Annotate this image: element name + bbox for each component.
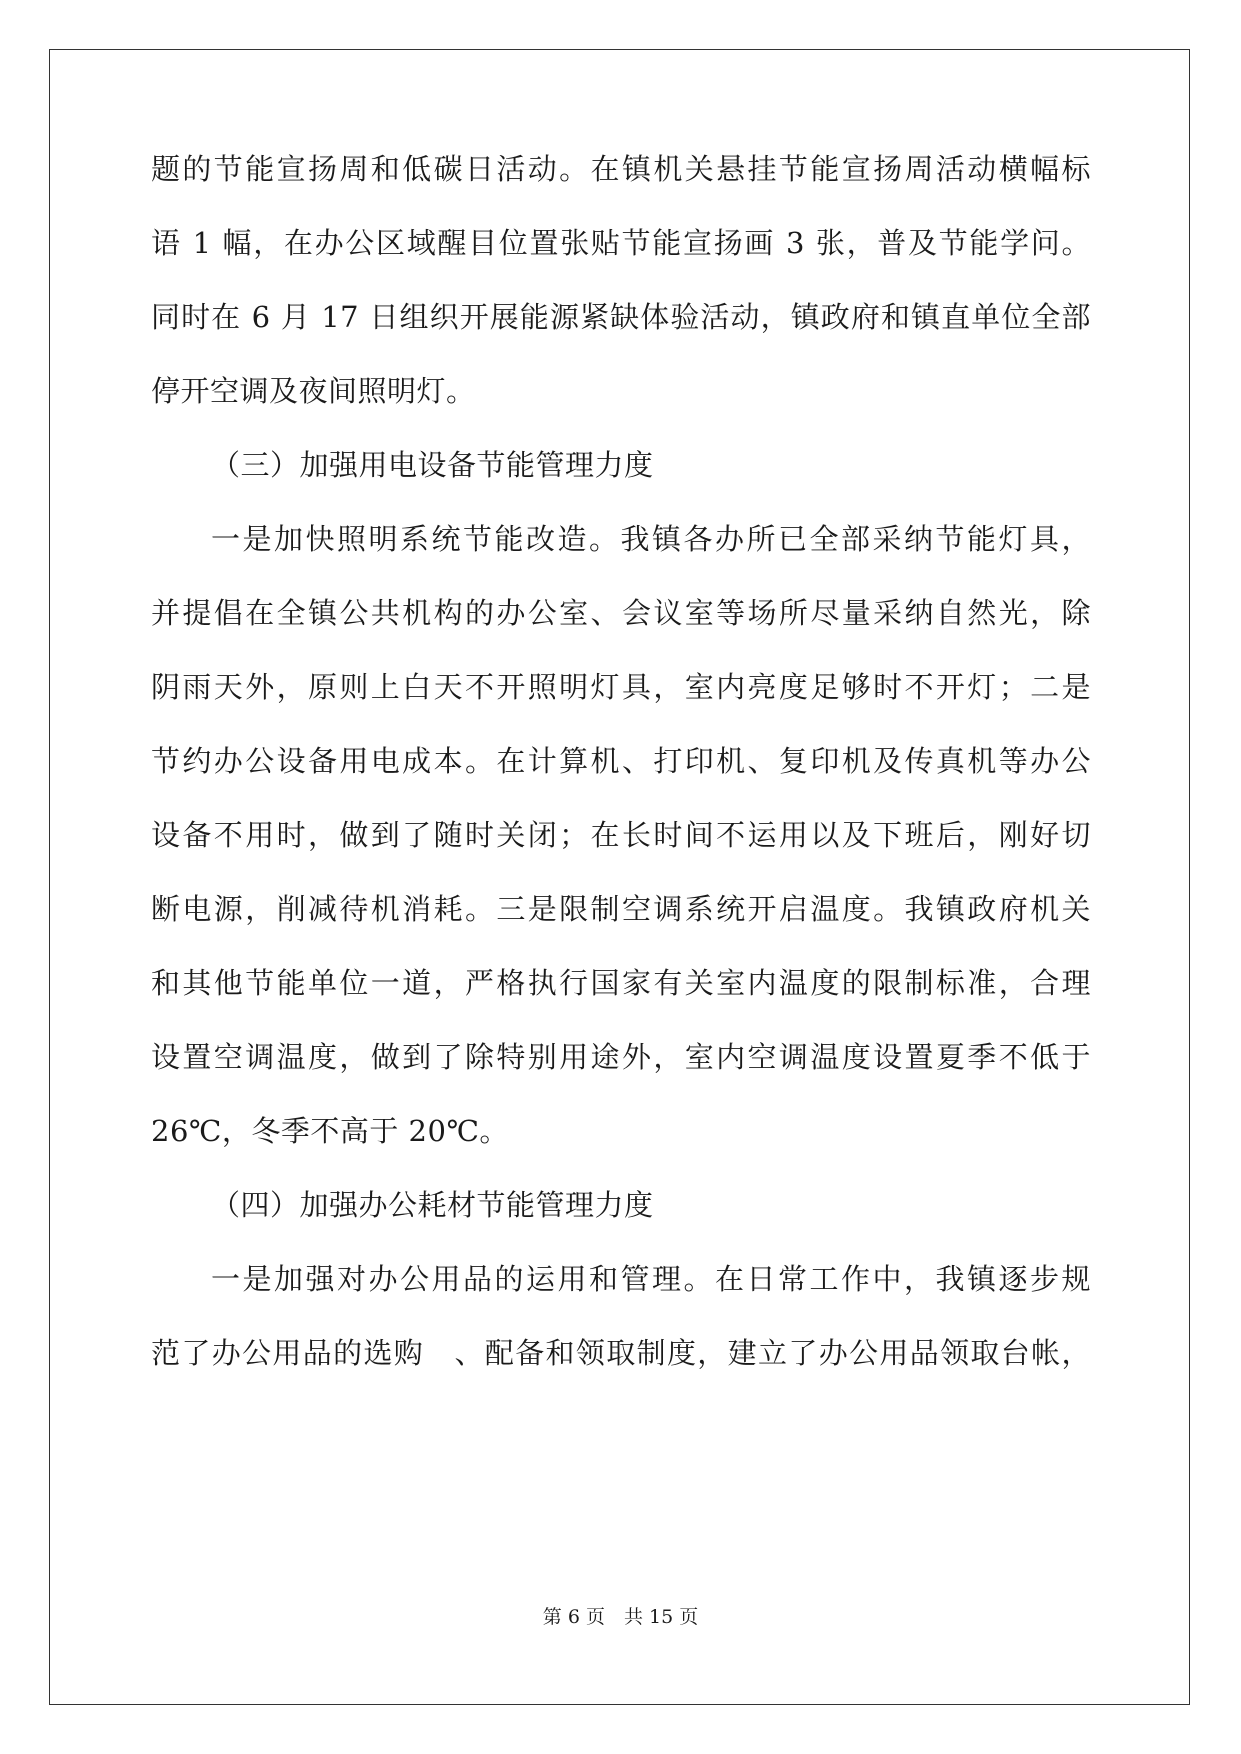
text-line: 一是加强对办公用品的运用和管理。在日常工作中，我镇逐步规 (211, 1262, 1091, 1296)
section-heading: （三）加强用电设备节能管理力度 (211, 448, 654, 482)
text-line: 范了办公用品的选购 、配备和领取制度，建立了办公用品领取台帐， (151, 1336, 1091, 1370)
text-line: 设置空调温度，做到了除特别用途外，室内空调温度设置夏季不低于 (151, 1040, 1091, 1074)
text-line: 并提倡在全镇公共机构的办公室、会议室等场所尽量采纳自然光，除 (151, 596, 1091, 630)
text-line: 26℃，冬季不高于 20℃。 (151, 1114, 509, 1148)
text-line: 语 1 幅，在办公区域醒目位置张贴节能宣扬画 3 张，普及节能学问。 (151, 226, 1091, 260)
text-line: 断电源，削减待机消耗。三是限制空调系统开启温度。我镇政府机关 (151, 892, 1091, 926)
text-line: 阴雨天外，原则上白天不开照明灯具，室内亮度足够时不开灯；二是 (151, 670, 1091, 704)
text-line: 和其他节能单位一道，严格执行国家有关室内温度的限制标准，合理 (151, 966, 1091, 1000)
page-number-footer: 第 6 页 共 15 页 (542, 1606, 699, 1628)
section-heading: （四）加强办公耗材节能管理力度 (211, 1188, 654, 1222)
text-line: 题的节能宣扬周和低碳日活动。在镇机关悬挂节能宣扬周活动横幅标 (151, 152, 1091, 186)
text-line: 停开空调及夜间照明灯。 (151, 374, 476, 408)
text-line: 一是加快照明系统节能改造。我镇各办所已全部采纳节能灯具， (211, 522, 1091, 556)
text-line: 节约办公设备用电成本。在计算机、打印机、复印机及传真机等办公 (151, 744, 1091, 778)
text-line: 同时在 6 月 17 日组织开展能源紧缺体验活动，镇政府和镇直单位全部 (151, 300, 1091, 334)
text-line: 设备不用时，做到了随时关闭；在长时间不运用以及下班后，刚好切 (151, 818, 1091, 852)
